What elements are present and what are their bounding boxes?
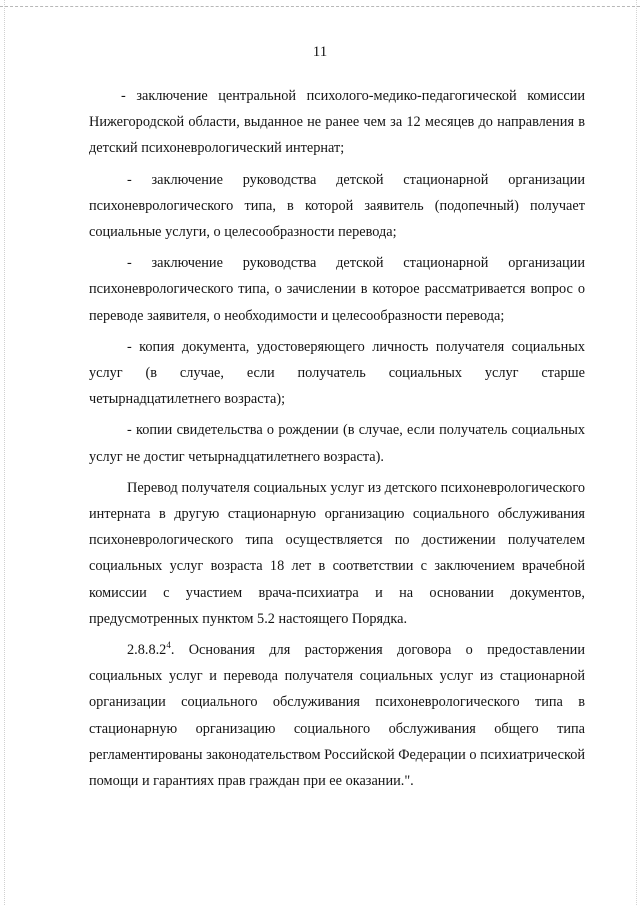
- document-body: [89, 83, 585, 799]
- list-item-commission-conclusion: - заключение центральной психолого-медико-педагогической комиссии Нижегородской области, выданное не ранее чем за 12 месяцев до направления в детский психоневрологический интернат;: [89, 88, 585, 157]
- list-item-current-organization-conclusion: - заключение руководства детской стационарной организации психоневрологического типа, в которой заявитель (подопечный) получает социальные услуги, о целесообразности перевода;: [89, 171, 585, 241]
- list-item-birth-certificate: - копии свидетельства о рождении (в случае, если получатель социальных услуг не достиг четырнадцатилетнего возраста).: [89, 422, 585, 465]
- clause-paragraph: [89, 637, 585, 794]
- clause-superscript: 4: [166, 640, 171, 651]
- scan-edge-top: [0, 6, 640, 7]
- transfer-paragraph: Перевод получателя социальных услуг из детского психоневрологического интерната в другую стационарную организацию социального обслуживания психоневрологического типа осуществляется по достижении получателем социальных услуг возраста 18 лет в соответствии с заключением врачебной комиссии с участием врача-психиатра и на основании документов, предусмотренных пунктом 5.2 настоящего Порядка.: [89, 479, 585, 627]
- clause-number: 2.8.8.2: [127, 642, 167, 659]
- clause-text: . Основания для расторжения договора о предоставлении социальных услуг и перевода получателя социальных услуг из стационарной организации социального обслуживания психоневрологического типа в стационарную организацию социального обслуживания общего типа регламентированы законодательством Российской Федерации о психиатрической помощи и гарантиях прав граждан при ее оказании.".: [89, 642, 585, 790]
- scan-edge-right: [636, 0, 637, 905]
- scan-edge-left: [4, 0, 5, 905]
- page-number: 11: [312, 44, 328, 60]
- list-item-receiving-organization-conclusion: - заключение руководства детской стационарной организации психоневрологического типа, о зачислении в которое рассматривается вопрос о переводе заявителя, о необходимости и целесообразности перевода;: [89, 255, 585, 324]
- list-item-identity-document: - копия документа, удостоверяющего личность получателя социальных услуг (в случае, если получатель социальных услуг старше четырнадцатилетнего возраста);: [89, 338, 585, 408]
